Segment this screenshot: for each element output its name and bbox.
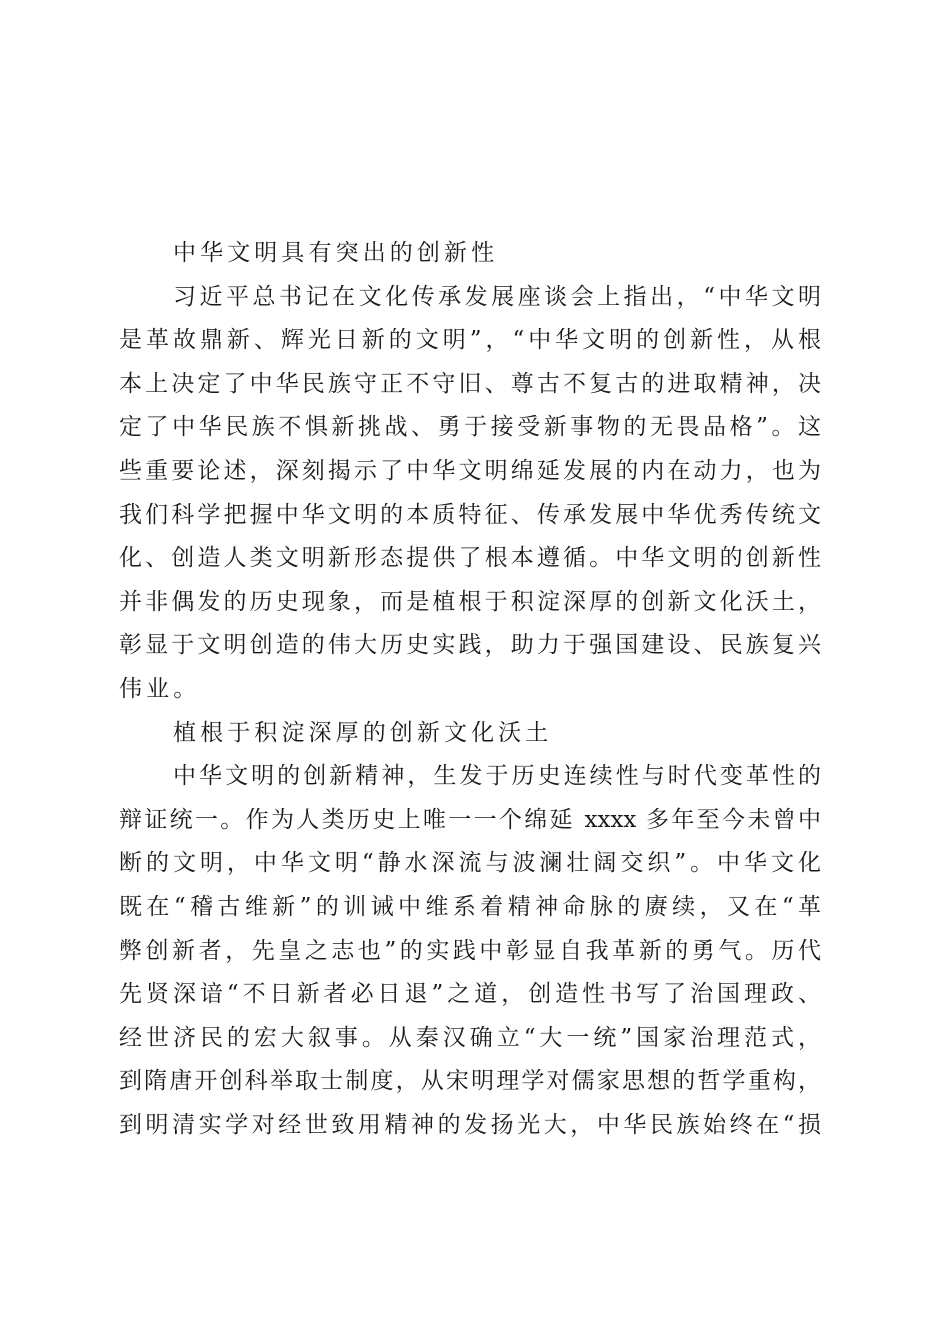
section-heading: 中华文明具有突出的创新性: [173, 240, 499, 266]
paragraph-line: 到隋唐开创科举取士制度，从宋明理学对儒家思想的哲学重构，: [119, 1068, 821, 1095]
paragraph-line: 伟业。: [119, 675, 201, 702]
paragraph-line: 辩证统一。作为人类历史上唯一一个绵延 xxxx 多年至今未曾中: [119, 806, 821, 833]
paragraph-line: 中华文明的创新精神，生发于历史连续性与时代变革性的: [173, 763, 821, 790]
paragraph-line: 化、创造人类文明新形态提供了根本遵循。中华文明的创新性: [119, 545, 821, 572]
paragraph-line: 既在“稽古维新”的训诫中维系着精神命脉的赓续，又在“革: [119, 893, 821, 920]
document-body: [119, 232, 839, 1147]
paragraph-line: 并非偶发的历史现象，而是植根于积淀深厚的创新文化沃土，: [119, 588, 821, 615]
paragraph-line: 到明清实学对经世致用精神的发扬光大，中华民族始终在“损: [119, 1111, 821, 1138]
paragraph-line: 是革故鼎新、辉光日新的文明”，“中华文明的创新性，从根: [119, 327, 821, 354]
paragraph: [119, 276, 839, 712]
paragraph-line: 习近平总书记在文化传承发展座谈会上指出，“中华文明: [173, 283, 821, 310]
section-heading: 植根于积淀深厚的创新文化沃土: [173, 719, 553, 746]
paragraph-line: 断的文明，中华文明“静水深流与波澜壮阔交织”。中华文化: [119, 850, 821, 877]
paragraph-line: 定了中华民族不惧新挑战、勇于接受新事物的无畏品格”。这: [119, 414, 821, 441]
paragraph-line: 弊创新者，先皇之志也”的实践中彰显自我革新的勇气。历代: [119, 937, 821, 964]
paragraph-line: 我们科学把握中华文明的本质特征、传承发展中华优秀传统文: [119, 501, 821, 528]
paragraph-line: 先贤深谙“不日新者必日退”之道，创造性书写了治国理政、: [119, 981, 821, 1008]
paragraph-line: 本上决定了中华民族守正不守旧、尊古不复古的进取精神，决: [119, 370, 821, 397]
paragraph-line: 些重要论述，深刻揭示了中华文明绵延发展的内在动力，也为: [119, 457, 821, 484]
paragraph: [119, 755, 839, 1147]
paragraph-line: 彰显于文明创造的伟大历史实践，助力于强国建设、民族复兴: [119, 632, 821, 659]
paragraph-line: 经世济民的宏大叙事。从秦汉确立“大一统”国家治理范式，: [119, 1024, 821, 1051]
